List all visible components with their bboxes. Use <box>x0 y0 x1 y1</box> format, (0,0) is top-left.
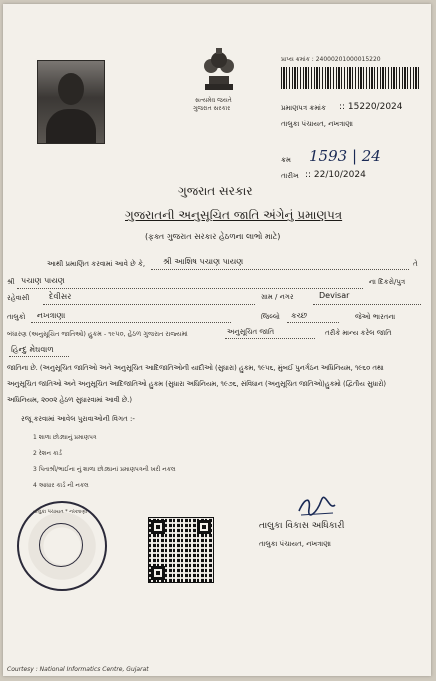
paragraph-line-1: જાતિના છે. (અનુસૂચિત જાતિઓ અને અનુસૂચિત આદિજાતિઓની યાદીઓ (સુધારા) હુકમ, ૧૯૫૬, મુંબઈ પુનર્ગઠન અધિનિયમ, ૧૯૬૦ તથા <box>7 364 384 372</box>
paragraph-line-2: અનુસૂચિત જાતિઓ અને અનુસૂચિત આદિજાતિઓ હુકમ (સુધારા અધિનિયમ, ૧૯૭૬, સંવિધાન (અનુસૂચિત જાતિઓ)હુકમો (દ્વિતીય સુધારો) <box>7 380 387 388</box>
seal-inner-ring <box>39 523 83 567</box>
emblem-caption-1: સત્યમેવ જયતે <box>195 97 232 104</box>
applicant-suffix: તે <box>413 260 418 268</box>
certificate-title: ગુજરાતની અનુસૂચિત જાતિ અંગેનું પ્રમાણપત્ર <box>125 208 343 222</box>
taluka-value: નખત્રાણા <box>37 311 66 320</box>
residence-value: દેવીસર <box>49 292 72 301</box>
residence-label: રહેવાસી <box>7 294 30 302</box>
certificate-number-label: પ્રમાણપત્ર ક્રમાંક <box>281 104 326 112</box>
evidence-item: 1 શાળા છોડ્યાનું પ્રમાણપત્ર <box>33 434 97 441</box>
district-label: જિલ્લો <box>261 313 280 321</box>
barcode <box>281 67 421 89</box>
recognized-text: તરીકે માન્ય કરેલ જાતિ <box>325 329 392 337</box>
father-prefix: શ્રી <box>7 278 15 286</box>
office-seal <box>17 501 107 591</box>
relation-label: ના દિકરો/પુત્ર <box>369 278 406 286</box>
photo-body <box>46 109 96 143</box>
caste-name: હિન્દુ મેઘવાળ <box>11 345 54 354</box>
taluka-label: તાલુકો <box>7 313 26 321</box>
evidence-item: 3 પિતાશ્રી/ભાઈના નું શાળા છોડ્યાનાં પ્રમાણપત્રની ખરી નકલ <box>33 466 176 473</box>
evidence-heading: રજૂ કરવામાં આવેલ પુરાવાઓની વિગત :- <box>21 415 135 423</box>
emblem-caption-2: ગુજરાત સરકાર <box>193 105 231 112</box>
qr-finder-top-right <box>197 520 211 534</box>
applicant-photo <box>37 60 105 144</box>
entry-handwritten: 1593 | 24 <box>309 147 381 165</box>
photo-face <box>58 73 84 105</box>
state-emblem-icon <box>197 40 241 96</box>
certificate-page <box>3 4 431 676</box>
paragraph-line-3: અધિનિયમ, ૨૦૦૨ હેઠળ સુધારવામાં આવી છે.) <box>7 396 132 404</box>
caste-category: અનુસૂચિત જાતિ <box>227 328 275 336</box>
state-text: જેઓ ભારતના <box>355 313 396 321</box>
village-label: ગ્રામ / નગર <box>261 293 294 301</box>
govt-title: ગુજરાત સરકાર <box>178 184 253 198</box>
entry-label: ક્રમ <box>281 156 291 164</box>
order-text: બંધારણ (અનુસૂચિત જાતિઓ) હુકમ - ૧૯૫૦, હેઠળ ગુજરાત રાજ્યમાં <box>7 330 188 338</box>
date-value: :: 22/10/2024 <box>305 170 366 180</box>
evidence-item: 2 રેશન કાર્ડ <box>33 450 62 457</box>
office-line: તાલુકા પંચાયત, નખત્રાણા <box>281 120 354 128</box>
officer-office: તાલુકા પંચાયત, નખત્રાણા <box>259 540 332 548</box>
district-value: કચ્છ <box>291 311 308 320</box>
certificate-note: (ફક્ત ગુજરાત સરકાર હેઠળના લાભો માટે) <box>145 232 281 241</box>
courtesy-footer: Courtesy : National Informatics Centre, Gujarat <box>7 666 149 673</box>
date-label: તારીખ <box>281 172 299 180</box>
evidence-item: 4 આધાર કાર્ડ ની નકલ <box>33 482 89 489</box>
seal-text: તાલુકા પંચાયત * નખત્રાણા <box>33 509 87 515</box>
certify-prefix: આથી પ્રમાણિત કરવામાં આવે છે કે, <box>47 260 146 268</box>
barcode-label: પ્રાપ્ય ક્રમાંક : 24000201000015220 <box>281 56 381 63</box>
father-name: પચાણ પાયણ <box>21 276 65 285</box>
applicant-name: શ્રી આશિષ પચાણ પાયણ <box>163 257 244 266</box>
certificate-number: :: 15220/2024 <box>339 102 403 112</box>
qr-code <box>148 517 214 583</box>
village-value: Devisar <box>319 291 350 300</box>
officer-title: તાલુકા વિકાસ અધિકારી <box>259 521 345 531</box>
officer-signature-icon <box>295 493 339 517</box>
qr-finder-top-left <box>151 520 165 534</box>
qr-finder-bottom-left <box>151 566 165 580</box>
